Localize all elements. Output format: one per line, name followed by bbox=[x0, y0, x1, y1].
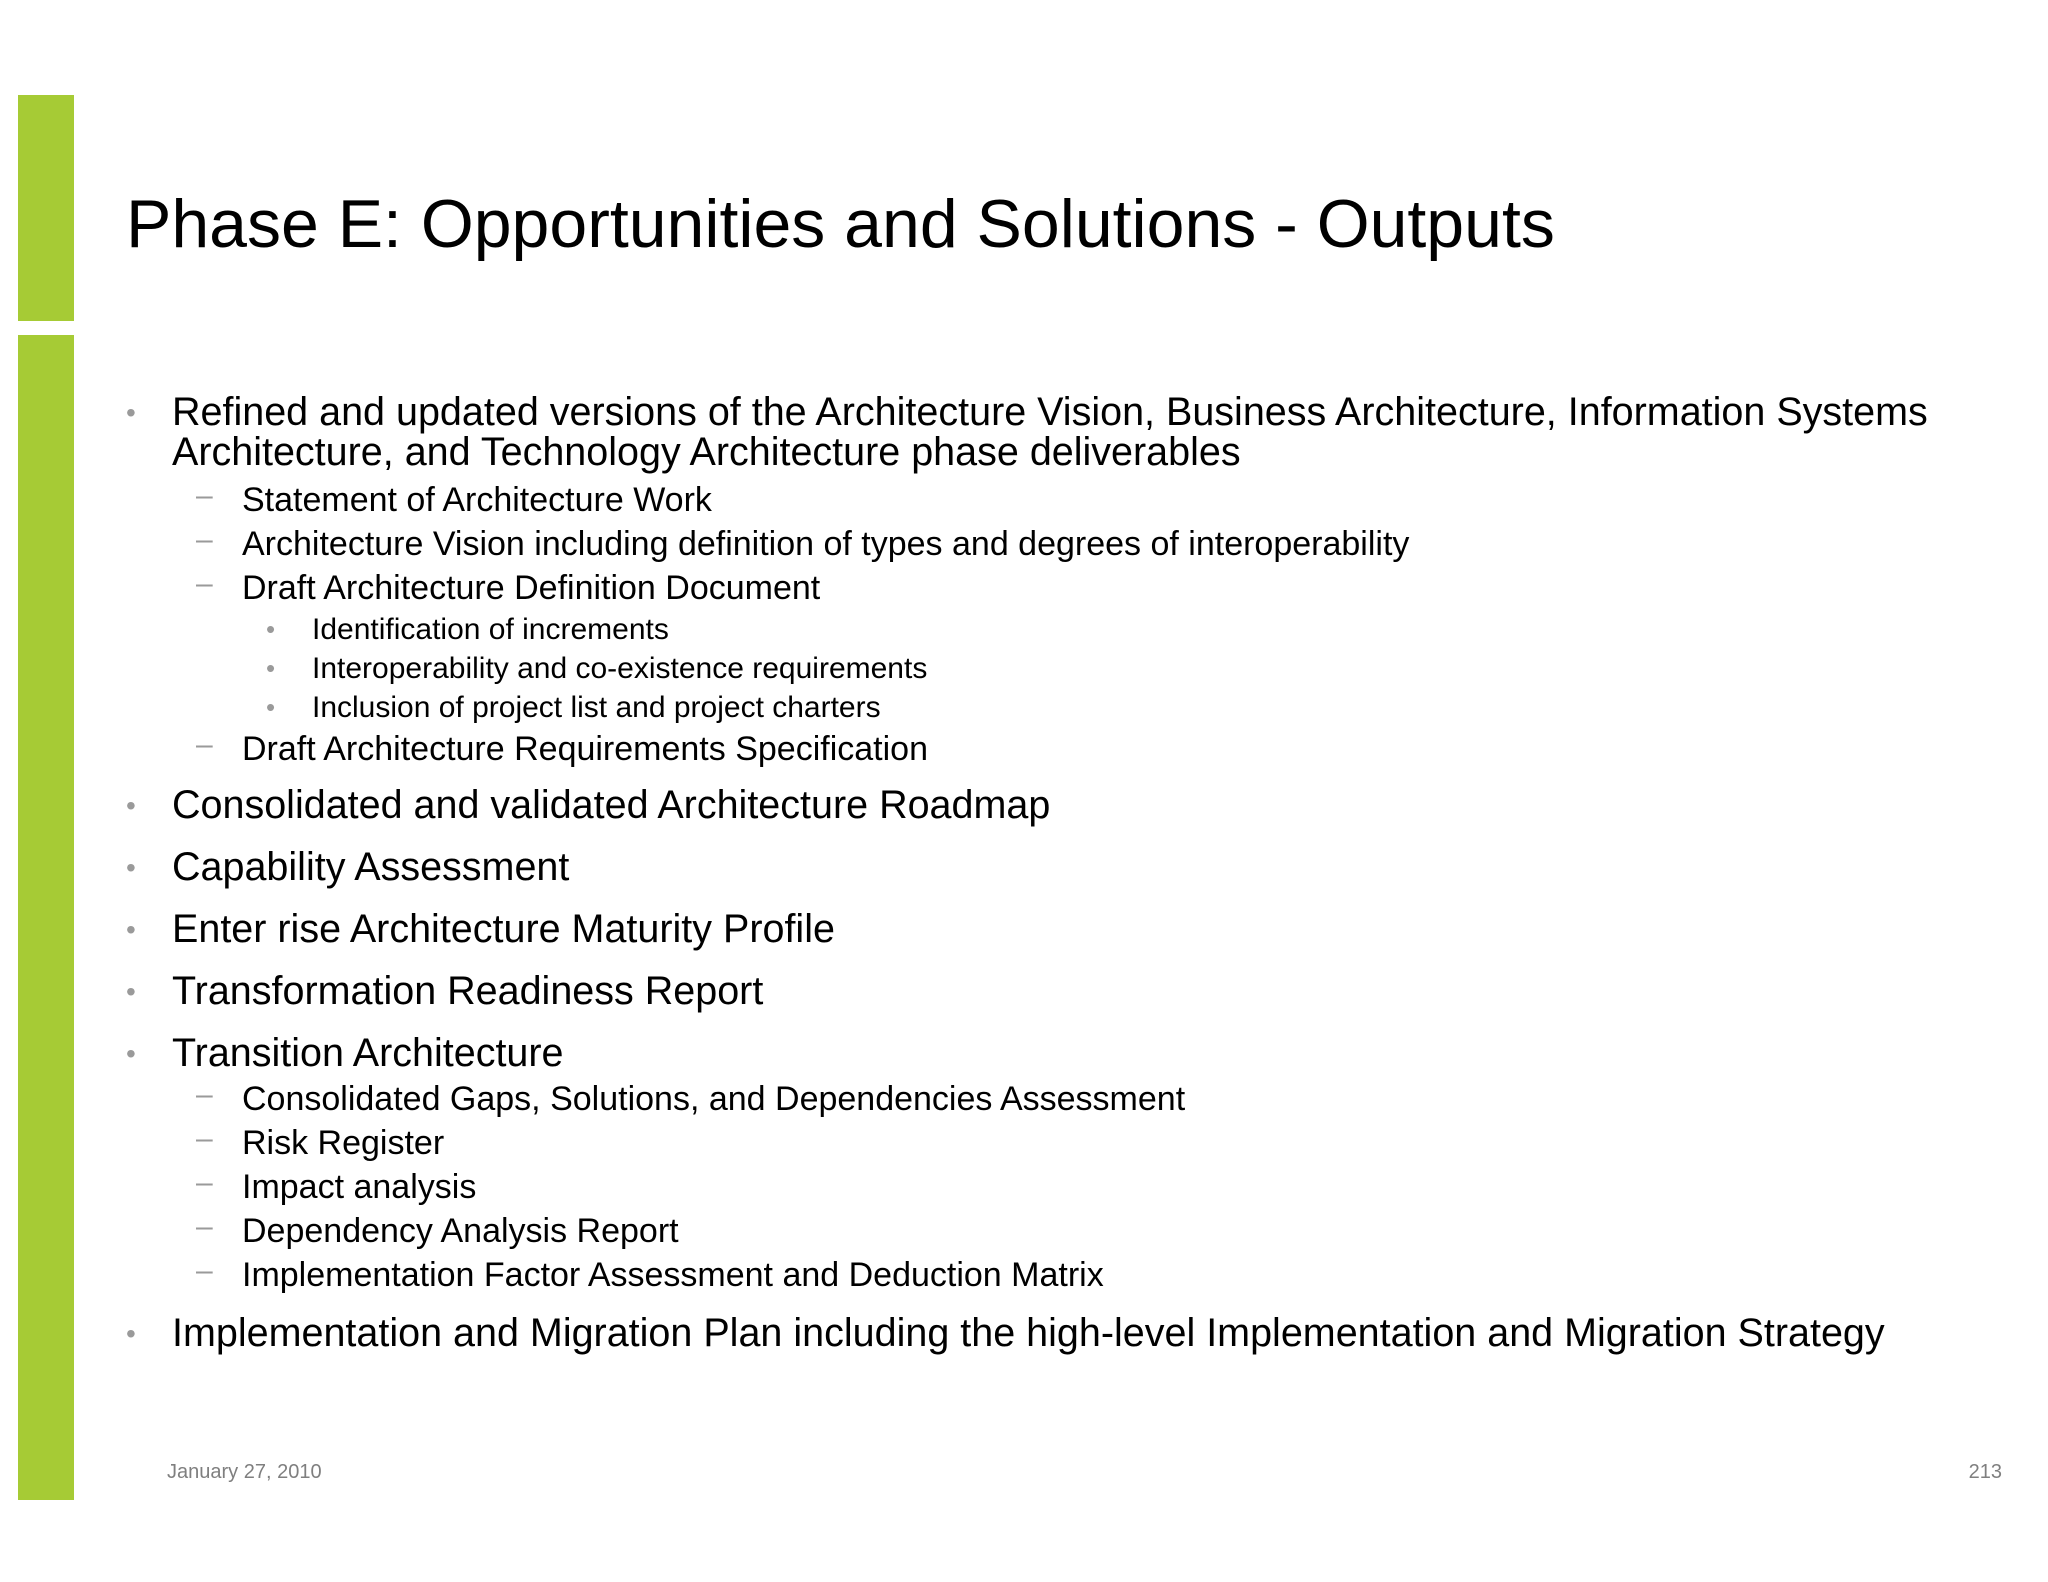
bullet-item bbox=[126, 909, 2006, 949]
bullet-item bbox=[126, 392, 2042, 472]
sub-bullet-text: Draft Architecture Definition Document bbox=[242, 569, 821, 607]
accent-bar-top bbox=[18, 95, 74, 321]
sub-bullet-item bbox=[126, 478, 2006, 522]
sub-bullet-item bbox=[126, 1121, 2006, 1165]
bullet-dot-icon: • bbox=[126, 397, 136, 428]
bullet-dot-icon: • bbox=[266, 692, 276, 722]
sub-bullet-text: Consolidated Gaps, Solutions, and Dependencies Assessment bbox=[242, 1080, 1186, 1118]
sub-bullet-item bbox=[126, 727, 2006, 771]
footer-date: January 27, 2010 bbox=[167, 1461, 322, 1483]
bullet-dot-icon: • bbox=[266, 653, 276, 683]
dash-icon: – bbox=[196, 523, 213, 556]
bullet-text: Enter rise Architecture Maturity Profile bbox=[172, 907, 835, 951]
dash-icon: – bbox=[196, 1210, 213, 1243]
bullet-text: Transformation Readiness Report bbox=[172, 969, 764, 1013]
sub-bullet-text: Architecture Vision including definition of types and degrees of interoperability bbox=[242, 525, 1410, 563]
bullet-item bbox=[126, 1313, 2042, 1353]
bullet-text: Refined and updated versions of the Architecture Vision, Business Architecture, Information Systems Architecture, and Technology Architecture phase deliverables bbox=[172, 390, 1928, 474]
sub-sub-bullet-item bbox=[126, 688, 2006, 727]
sub-bullet-text: Impact analysis bbox=[242, 1168, 477, 1206]
sub-bullet-item bbox=[126, 522, 2006, 566]
sub-bullet-item bbox=[126, 1165, 2006, 1209]
dash-icon: – bbox=[196, 728, 213, 761]
bullet-dot-icon: • bbox=[126, 914, 136, 945]
sub-bullet-item bbox=[126, 1253, 2006, 1297]
bullet-text: Implementation and Migration Plan including the high-level Implementation and Migration Strategy bbox=[172, 1311, 1885, 1355]
bullet-dot-icon: • bbox=[126, 790, 136, 821]
dash-icon: – bbox=[196, 567, 213, 600]
sub-bullet-text: Implementation Factor Assessment and Deduction Matrix bbox=[242, 1256, 1104, 1294]
sub-sub-bullet-item bbox=[126, 610, 2006, 649]
bullet-item bbox=[126, 1033, 2006, 1073]
bullet-item bbox=[126, 971, 2006, 1011]
dash-icon: – bbox=[196, 1122, 213, 1155]
bullet-dot-icon: • bbox=[126, 852, 136, 883]
sub-sub-bullet-text: Identification of increments bbox=[312, 613, 669, 646]
sub-bullet-text: Draft Architecture Requirements Specification bbox=[242, 730, 928, 768]
dash-icon: – bbox=[196, 1166, 213, 1199]
bullet-item bbox=[126, 847, 2006, 887]
slide-title: Phase E: Opportunities and Solutions - Outputs bbox=[126, 186, 1555, 262]
bullet-text: Transition Architecture bbox=[172, 1031, 564, 1075]
sub-bullet-item bbox=[126, 1209, 2006, 1253]
sub-bullet-text: Statement of Architecture Work bbox=[242, 481, 712, 519]
bullet-item bbox=[126, 785, 2006, 825]
accent-bar-bottom bbox=[18, 335, 74, 1500]
sub-bullet-item bbox=[126, 566, 2006, 610]
bullet-text: Capability Assessment bbox=[172, 845, 570, 889]
sub-sub-bullet-text: Inclusion of project list and project charters bbox=[312, 691, 881, 724]
dash-icon: – bbox=[196, 479, 213, 512]
dash-icon: – bbox=[196, 1254, 213, 1287]
sub-bullet-item bbox=[126, 1077, 2006, 1121]
sub-sub-bullet-text: Interoperability and co-existence requirements bbox=[312, 652, 928, 685]
bullet-dot-icon: • bbox=[126, 976, 136, 1007]
dash-icon: – bbox=[196, 1078, 213, 1111]
bullet-dot-icon: • bbox=[126, 1038, 136, 1069]
bullet-dot-icon: • bbox=[126, 1318, 136, 1349]
sub-sub-bullet-item bbox=[126, 649, 2006, 688]
bullet-text: Consolidated and validated Architecture Roadmap bbox=[172, 783, 1051, 827]
sub-bullet-text: Risk Register bbox=[242, 1124, 445, 1162]
page-number: 213 bbox=[1968, 1461, 2002, 1483]
bullet-dot-icon: • bbox=[266, 614, 276, 644]
slide-content bbox=[126, 392, 2006, 1353]
sub-bullet-text: Dependency Analysis Report bbox=[242, 1212, 679, 1250]
